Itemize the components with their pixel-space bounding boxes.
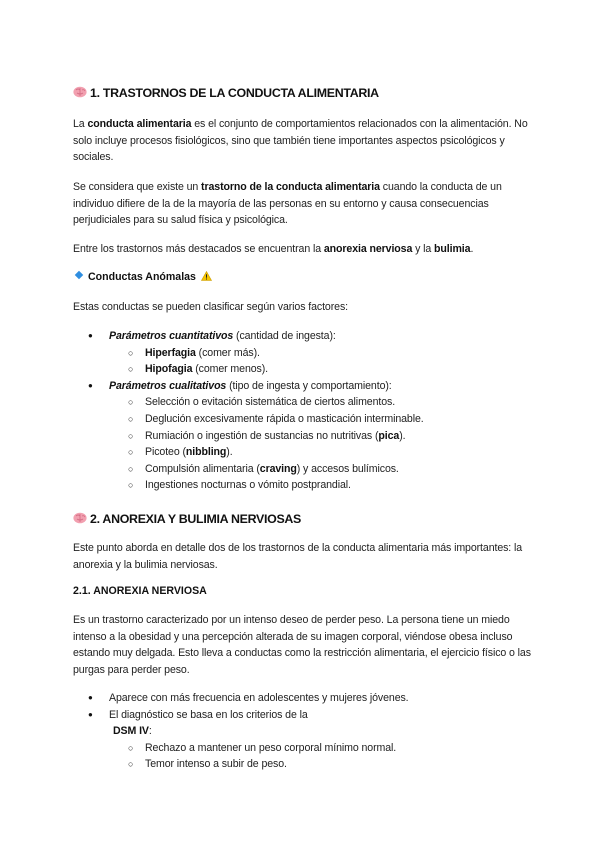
section-heading-1 bbox=[73, 86, 379, 100]
list-item-diagnostico: ● El diagnóstico se basa en los criterios de la bbox=[73, 707, 533, 724]
list-item-cuantitativos: ● Parámetros cuantitativos (cantidad de ingesta): bbox=[73, 328, 533, 345]
list-item-nibbling: ○ Picoteo (nibbling). bbox=[73, 444, 533, 461]
paragraph-conducta: La conducta alimentaria es el conjunto de comportamientos relacionados con la alimentación. No solo incluye procesos fisiológicos, sino que también tiene importantes aspectos psicológicos y sociales. bbox=[73, 118, 528, 163]
brain-icon bbox=[73, 512, 87, 524]
list-parametros bbox=[73, 328, 533, 494]
term-bulimia: bulimia bbox=[434, 243, 471, 255]
subheading-anorexia-nerviosa: 2.1. ANOREXIA NERVIOSA bbox=[73, 585, 207, 597]
section-heading-2 bbox=[73, 512, 301, 526]
diamond-icon bbox=[75, 271, 83, 279]
list-item-deglucion: ○ Deglución excesivamente rápida o masticación interminable. bbox=[73, 411, 533, 428]
list-item-craving: ○ Compulsión alimentaria (craving) y accesos bulímicos. bbox=[73, 461, 533, 478]
paragraph-punto: Este punto aborda en detalle dos de los trastornos de la conducta alimentaria más importantes: la anorexia y la bulimia nerviosas. bbox=[73, 542, 523, 571]
subheading-conductas-anomalas: Conductas Anómalas bbox=[73, 271, 212, 283]
heading-text: 1. TRASTORNOS DE LA CONDUCTA ALIMENTARIA bbox=[90, 86, 379, 100]
term-anorexia: anorexia nerviosa bbox=[323, 243, 413, 255]
list-anorexia bbox=[73, 690, 533, 773]
list-item-temor: ○ Temor intenso a subir de peso. bbox=[73, 756, 533, 773]
paragraph-clasificar: Estas conductas se pueden clasificar según varios factores: bbox=[73, 301, 348, 313]
paragraph-anorexia: Es un trastorno caracterizado por un intenso deseo de perder peso. La persona tiene un miedo intenso a la obesidad y una percepción alterada de su imagen corporal, viéndose obesa incluso estando muy delgada. Esto lleva a conductas como la restricción alimentaria, el ejercicio físico o las purgas para perder peso. bbox=[73, 614, 531, 676]
list-item-rechazo: ○ Rechazo a mantener un peso corporal mínimo normal. bbox=[73, 740, 533, 757]
warning-icon bbox=[201, 271, 212, 281]
list-item-nocturnas: ○ Ingestiones nocturnas o vómito postprandial. bbox=[73, 477, 533, 494]
heading-text: 2. ANOREXIA Y BULIMIA NERVIOSAS bbox=[90, 512, 302, 526]
dsm-label: DSM IV: bbox=[113, 725, 152, 738]
list-item-cualitativos: ● Parámetros cualitativos (tipo de ingesta y comportamiento): bbox=[73, 378, 533, 395]
term-conducta-alimentaria: conducta alimentaria bbox=[87, 118, 192, 130]
list-item-pica: ○ Rumiación o ingestión de sustancias no nutritivas (pica). bbox=[73, 428, 533, 445]
brain-icon bbox=[73, 86, 87, 98]
list-item-seleccion: ○ Selección o evitación sistemática de ciertos alimentos. bbox=[73, 394, 533, 411]
list-item-hipofagia: ○ Hipofagia (comer menos). bbox=[73, 361, 533, 378]
paragraph-trastorno: Se considera que existe un trastorno de la conducta alimentaria cuando la conducta de un individuo difiere de la de la mayoría de las personas en su entorno y causa consecuencias perjudiciales para su salud física y psicológica. bbox=[73, 181, 502, 226]
list-item-frecuencia: ● Aparece con más frecuencia en adolescentes y mujeres jóvenes. bbox=[73, 690, 533, 707]
term-trastorno: trastorno de la conducta alimentaria bbox=[201, 181, 380, 193]
paragraph-destacados: Entre los trastornos más destacados se encuentran la anorexia nerviosa y la bulimia. bbox=[73, 243, 474, 255]
list-item-hiperfagia: ○ Hiperfagia (comer más). bbox=[73, 345, 533, 362]
